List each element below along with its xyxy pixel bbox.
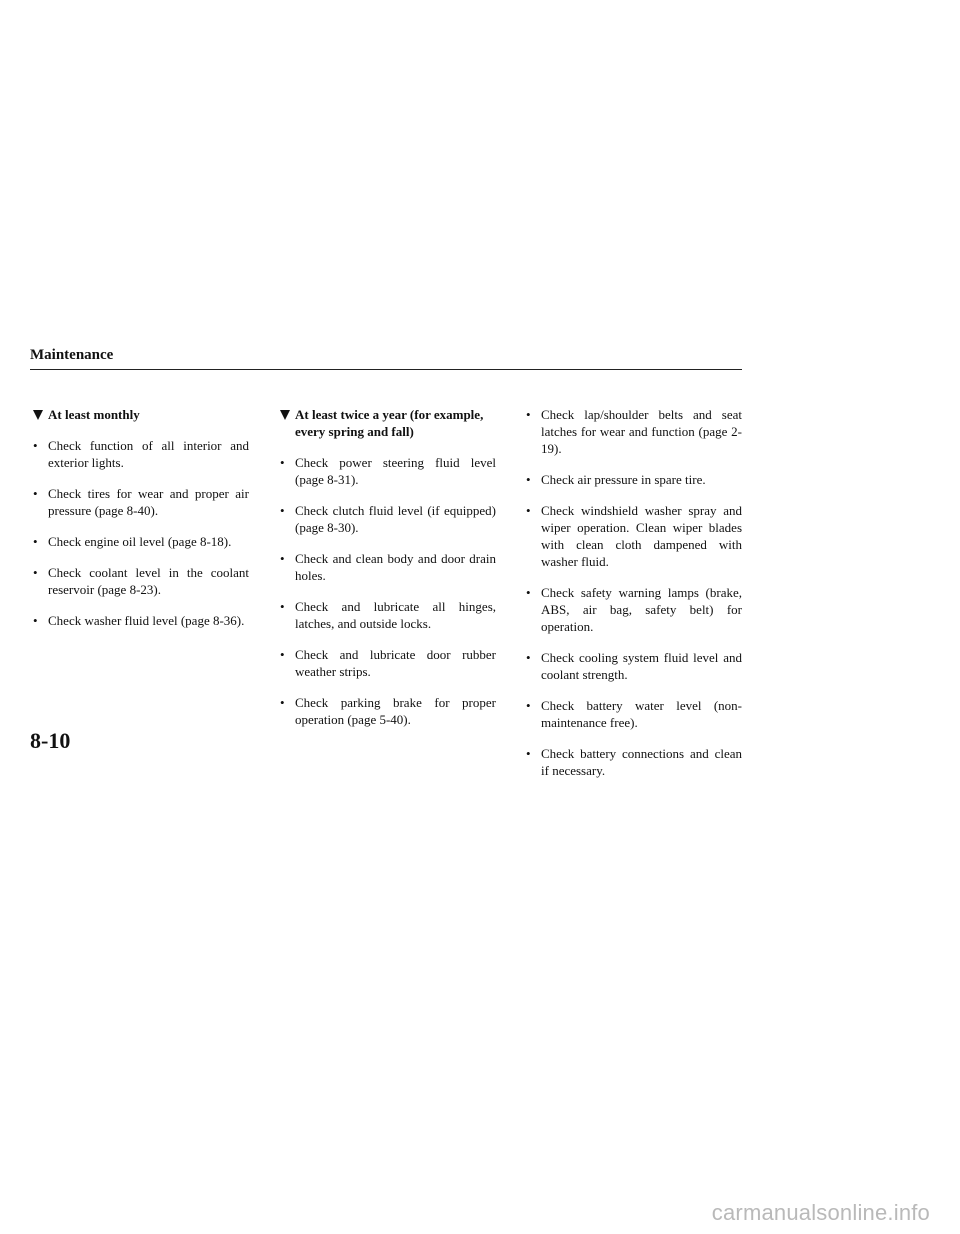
site-watermark[interactable]: carmanualsonline.info xyxy=(711,1200,930,1225)
bullet-icon: • xyxy=(526,698,531,713)
down-triangle-icon xyxy=(280,410,290,420)
list-item: • Check clutch fluid level (if equipped) (page 8-30). xyxy=(280,503,496,535)
list-item: • Check battery water level (non-maintenance free). xyxy=(526,698,742,730)
column-monthly xyxy=(33,406,249,643)
bullet-icon: • xyxy=(33,613,38,628)
bullet-icon: • xyxy=(33,565,38,580)
list-item: • Check safety warning lamps (brake, ABS, air bag, safety belt) for operation. xyxy=(526,585,742,634)
bullet-icon: • xyxy=(33,486,38,501)
heading-text: At least twice a year (for example, every spring and fall) xyxy=(295,407,484,439)
down-triangle-icon xyxy=(33,410,43,420)
checklist xyxy=(33,437,249,629)
list-item: • Check washer fluid level (page 8-36). xyxy=(33,613,245,628)
list-item: • Check coolant level in the coolant reservoir (page 8-23). xyxy=(33,565,249,597)
bullet-icon: • xyxy=(526,746,531,761)
bullet-icon: • xyxy=(280,599,285,614)
list-item: • Check engine oil level (page 8-18). xyxy=(33,534,232,549)
bullet-icon: • xyxy=(526,407,531,422)
checklist xyxy=(280,454,496,728)
list-item: • Check windshield washer spray and wiper operation. Clean wiper blades with clean cloth dampened with washer fluid. xyxy=(526,503,742,569)
section-title: Maintenance xyxy=(30,347,114,363)
list-item: • Check parking brake for proper operation (page 5-40). xyxy=(280,695,496,727)
checklist xyxy=(526,406,742,779)
list-item: • Check air pressure in spare tire. xyxy=(526,472,706,487)
list-item: • Check battery connections and clean if necessary. xyxy=(526,746,742,778)
bullet-icon: • xyxy=(526,650,531,665)
column-continued xyxy=(526,406,742,793)
list-item: • Check power steering fluid level (page 8-31). xyxy=(280,455,496,487)
bullet-icon: • xyxy=(526,585,531,600)
list-item: • Check lap/shoulder belts and seat latches for wear and function (page 2-19). xyxy=(526,407,742,456)
page-number: 8-10 xyxy=(30,728,71,753)
bullet-icon: • xyxy=(280,455,285,470)
heading-text: At least monthly xyxy=(48,407,140,422)
column-twice-a-year xyxy=(280,406,496,742)
list-item: • Check and lubricate door rubber weather strips. xyxy=(280,647,496,679)
list-item: • Check and lubricate all hinges, latches, and outside locks. xyxy=(280,599,496,631)
column-heading xyxy=(33,406,249,423)
list-item: • Check cooling system fluid level and coolant strength. xyxy=(526,650,742,682)
bullet-icon: • xyxy=(33,438,38,453)
bullet-icon: • xyxy=(280,647,285,662)
list-item: • Check function of all interior and exterior lights. xyxy=(33,438,249,470)
column-heading xyxy=(280,406,496,440)
header-divider xyxy=(30,369,742,370)
list-item: • Check tires for wear and proper air pressure (page 8-40). xyxy=(33,486,249,518)
bullet-icon: • xyxy=(33,534,38,549)
bullet-icon: • xyxy=(526,472,531,487)
bullet-icon: • xyxy=(280,695,285,710)
list-item: • Check and clean body and door drain holes. xyxy=(280,551,496,583)
bullet-icon: • xyxy=(280,503,285,518)
bullet-icon: • xyxy=(280,551,285,566)
bullet-icon: • xyxy=(526,503,531,518)
